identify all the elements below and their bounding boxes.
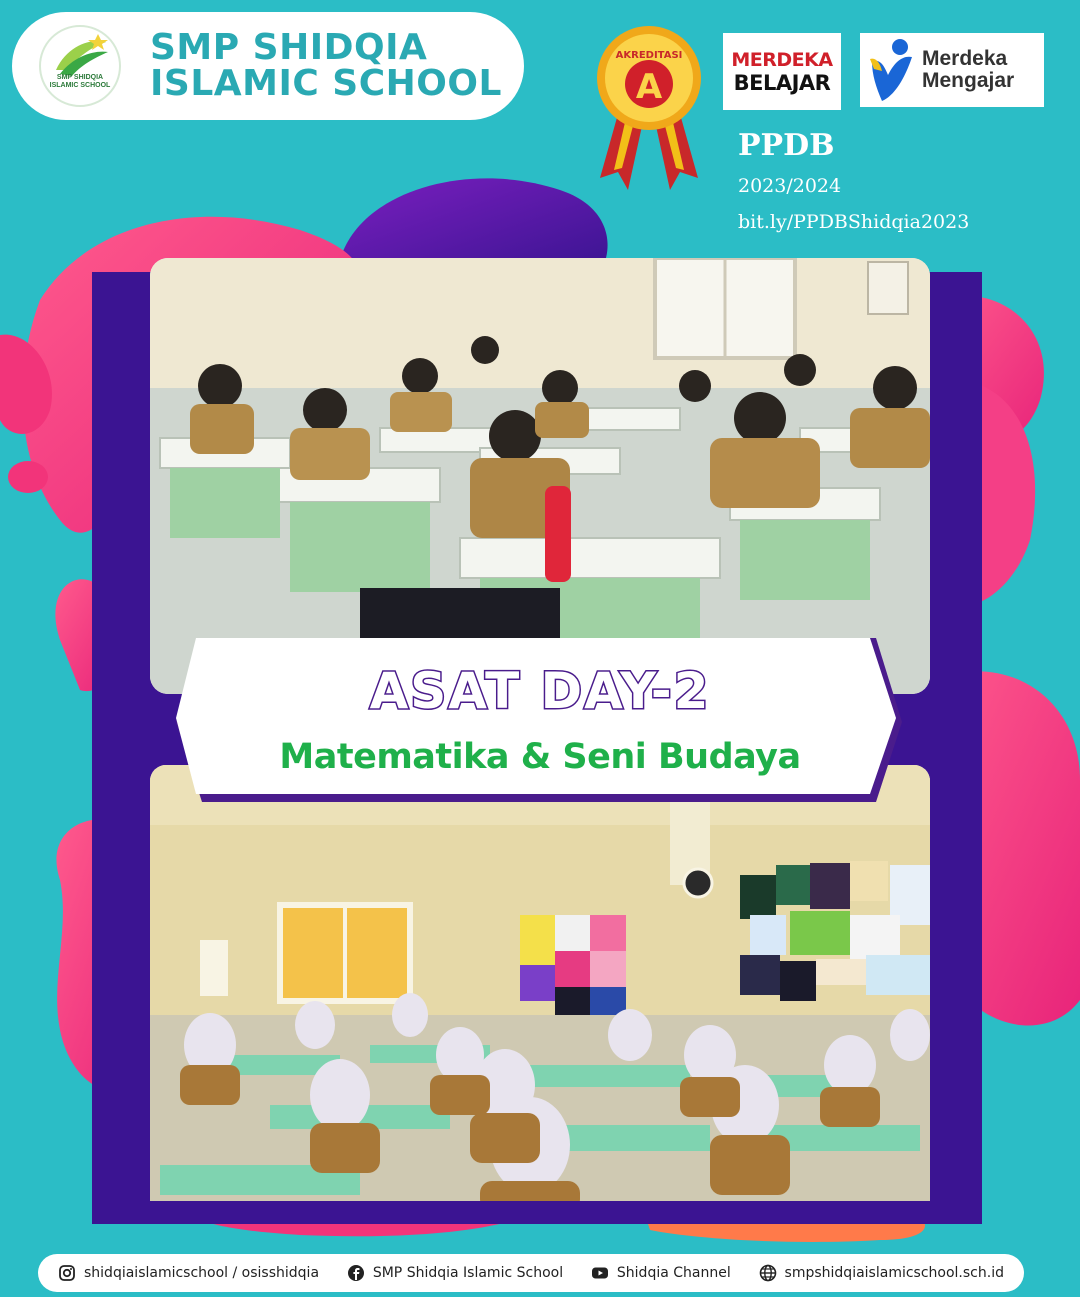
merdeka-mengajar-badge [860,33,1044,107]
website-url: smpshidqiaislamicschool.sch.id [784,1265,1004,1281]
akreditasi-label: AKREDITASI [615,50,683,61]
globe-icon [759,1264,777,1282]
akreditasi-grade: A [635,67,663,107]
social-footer [38,1254,1024,1292]
merdeka-mengajar-line2: Mengajar [922,69,1015,92]
merdeka-belajar-line2: BELAJAR [733,70,831,95]
banner-title: ASAT DAY-2 [369,662,711,720]
ppdb-info [738,124,969,240]
akreditasi-badge [596,22,702,194]
footer-instagram[interactable] [58,1264,319,1282]
logo-text-line2: ISLAMIC SCHOOL [49,82,111,89]
merdeka-mengajar-line1: Merdeka [922,47,1008,70]
classroom-girls-image [150,765,930,1201]
footer-youtube[interactable] [591,1264,731,1282]
classroom-photo-bottom [150,765,930,1201]
ppdb-title: PPDB [738,128,835,163]
youtube-channel: Shidqia Channel [616,1265,731,1281]
merdeka-belajar-line1: MERDEKA [731,48,833,71]
school-name-line2: ISLAMIC SCHOOL [150,63,502,104]
classroom-photo-top [150,258,930,694]
classroom-boys-image [150,258,930,694]
facebook-page: SMP Shidqia Islamic School [372,1265,564,1281]
facebook-icon [347,1264,365,1282]
merdeka-mengajar-text [922,48,1014,92]
youtube-icon [591,1264,609,1282]
footer-facebook[interactable] [347,1264,563,1282]
merdeka-mengajar-icon [866,35,916,105]
school-header [12,12,524,120]
school-name-line1: SMP SHIDQIA [150,27,428,68]
ppdb-link[interactable]: bit.ly/PPDBShidqia2023 [738,211,970,233]
instagram-handle: shidqiaislamicschool / osisshidqia [84,1265,320,1281]
logo-text-line1: SMP SHIDQIA [56,74,104,81]
instagram-icon [58,1264,76,1282]
banner-subtitle: Matematika & Seni Budaya [279,737,801,777]
footer-website[interactable] [759,1264,1004,1282]
merdeka-belajar-badge [723,33,841,110]
school-logo [38,24,122,108]
ppdb-year: 2023/2024 [738,175,842,197]
school-name [150,27,502,104]
school-logo-icon [38,24,122,108]
